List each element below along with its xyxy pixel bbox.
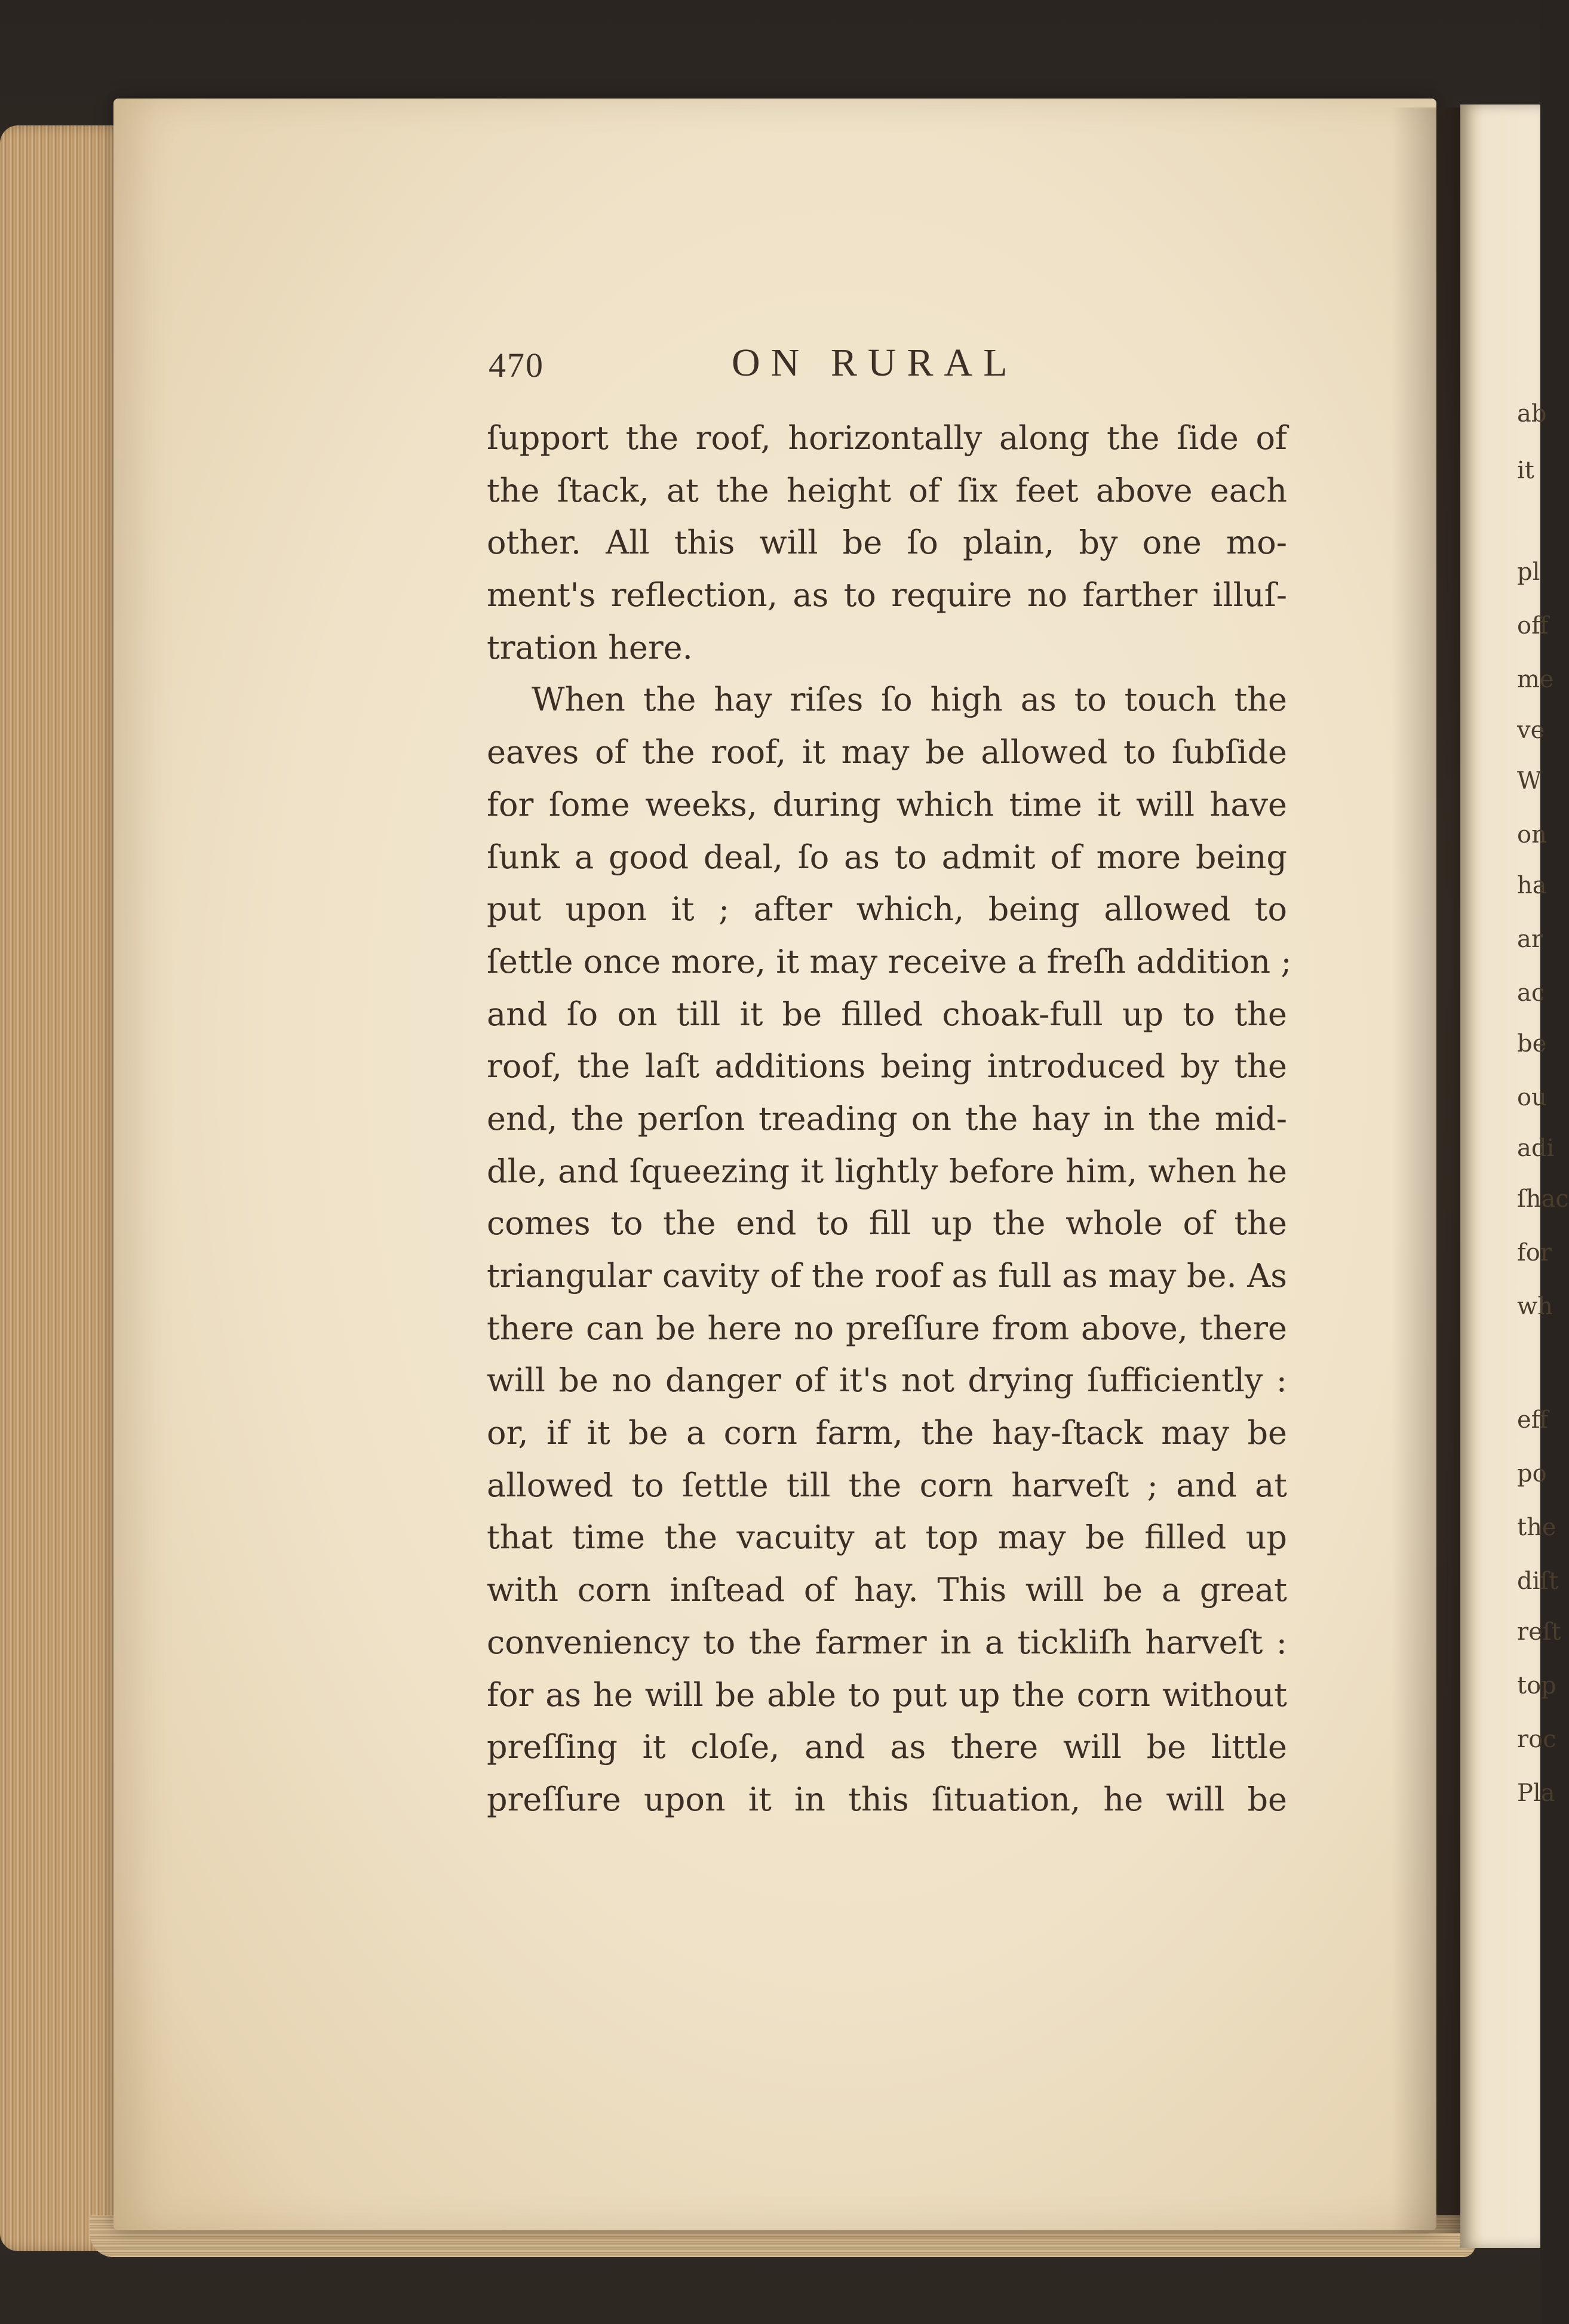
facing-fragment: diſt [1517, 1567, 1559, 1595]
text-line: eaves of the roof, it may be allowed to ſubſide [487, 733, 1287, 771]
text-line: or, if it be a corn farm, the hay-ſtack may be [487, 1414, 1287, 1452]
text-line: ſettle once more, it may receive a freſh addition ; [487, 942, 1292, 980]
facing-fragment: me [1517, 666, 1554, 693]
facing-fragment: off [1517, 612, 1549, 640]
text-line: ſunk a good deal, ſo as to admit of more being [487, 838, 1287, 876]
facing-fragment: the [1517, 1514, 1556, 1541]
text-line: will be no danger of it's not drying ſufficiently : [487, 1361, 1287, 1400]
facing-fragment: pl [1517, 558, 1540, 586]
text-line: ment's reflection, as to require no farther illuſ- [487, 576, 1287, 614]
facing-fragment: ſhac [1517, 1185, 1569, 1213]
text-line: the ſtack, at the height of ſix feet above each [487, 471, 1287, 509]
text-line: other. All this will be ſo plain, by one mo- [487, 524, 1287, 562]
facing-fragment: Pla [1517, 1779, 1555, 1807]
text-line: with corn inſtead of hay. This will be a great [487, 1571, 1287, 1609]
facing-fragment: ha [1517, 872, 1547, 899]
facing-fragment: for [1517, 1239, 1552, 1266]
text-line: dle, and ſqueezing it lightly before him, when he [487, 1152, 1287, 1190]
gutter-shadow [1392, 107, 1463, 2233]
facing-fragment: top [1517, 1672, 1556, 1699]
facing-fragment: W [1517, 767, 1542, 795]
facing-fragment: eff [1517, 1406, 1549, 1434]
facing-fragment: ab [1517, 400, 1547, 428]
facing-fragment: reſt [1517, 1618, 1561, 1646]
facing-fragment: ar [1517, 926, 1543, 953]
text-line: preſſing it cloſe, and as there will be little [487, 1728, 1287, 1766]
text-line: there can be here no preſſure from above, there [487, 1309, 1287, 1347]
facing-fragment: po [1517, 1460, 1547, 1487]
text-line: that time the vacuity at top may be filled up [487, 1518, 1287, 1557]
text-line: allowed to ſettle till the corn harveſt ; and at [487, 1466, 1287, 1504]
body-text [487, 412, 1292, 1826]
facing-fragment: be [1517, 1030, 1547, 1058]
text-line: ſupport the roof, horizontally along the ſide of [487, 419, 1287, 457]
text-line: roof, the laſt additions being introduced by the [487, 1047, 1287, 1086]
text-line: conveniency to the farmer in a tickliſh harveſt : [487, 1623, 1287, 1661]
facing-fragment: it [1517, 457, 1534, 484]
facing-fragment: ve [1517, 717, 1545, 744]
text-line: and ſo on till it be filled choak-full up to the [487, 995, 1287, 1033]
text-line: tration here. [487, 628, 693, 666]
facing-fragment: ou [1517, 1084, 1547, 1111]
text-line: put upon it ; after which, being allowed to [487, 890, 1287, 929]
page-number: 470 [489, 346, 544, 385]
facing-fragment: wh [1517, 1293, 1553, 1320]
facing-fragment: on [1517, 821, 1547, 849]
text-line: for as he will be able to put up the corn without [487, 1676, 1287, 1714]
running-head: ON RURAL [732, 341, 1018, 385]
facing-fragment: adi [1517, 1135, 1555, 1162]
text-line: When the hay riſes ſo high as to touch the [532, 681, 1287, 719]
text-line: triangular cavity of the roof as full as may be. As [487, 1257, 1287, 1295]
text-line: for ſome weeks, during which time it will have [487, 785, 1287, 823]
facing-fragment: ac [1517, 979, 1545, 1007]
text-line: comes to the end to fill up the whole of the [487, 1204, 1287, 1243]
text-line: preſſure upon it in this ſituation, he will be [487, 1780, 1287, 1818]
facing-fragment: roc [1517, 1726, 1556, 1753]
text-line: end, the perſon treading on the hay in the mid- [487, 1099, 1287, 1138]
